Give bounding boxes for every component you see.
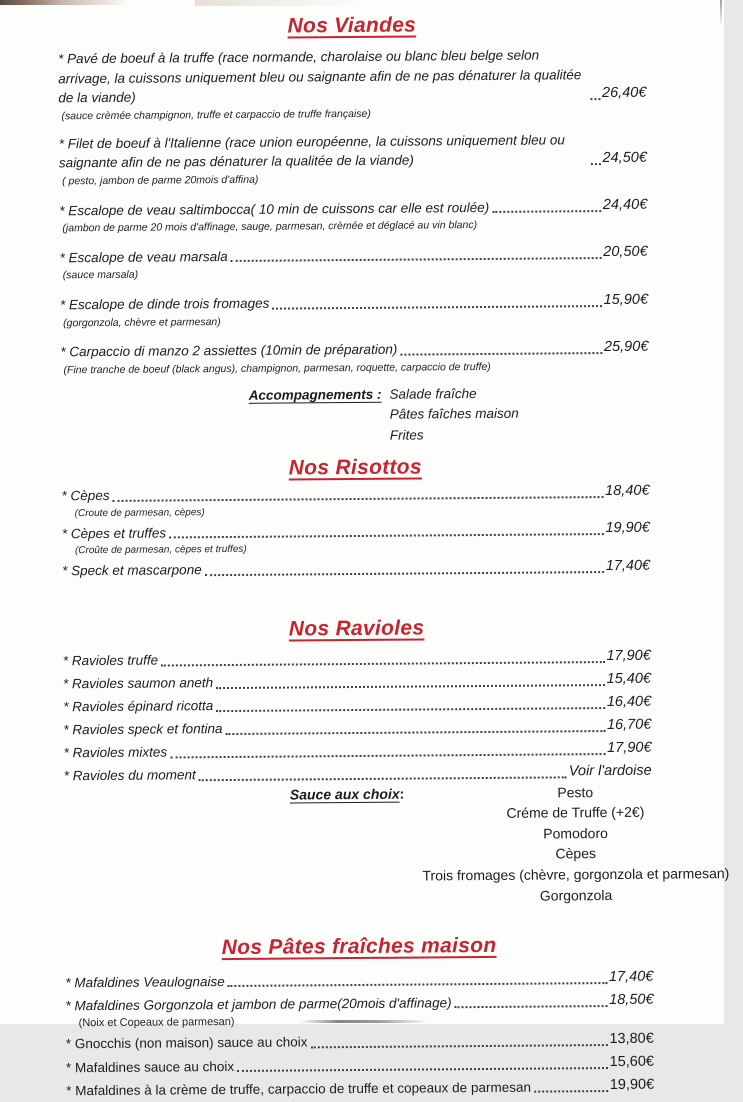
- item-note: (Noix et Copeaux de parmesan): [78, 1016, 235, 1030]
- item-name: * Ravioles truffe: [62, 652, 159, 669]
- section-title-viandes: Nos Viandes: [287, 13, 417, 38]
- item-name: * Ravioles saumon aneth: [62, 675, 214, 692]
- menu-item: [62, 518, 650, 558]
- sauce-choices-block: [289, 783, 730, 909]
- item-name: * Pavé de boeuf à la truffe (race normande, charolaise ou blanc bleu belge selon arrivage, la cuissons uniquement bleu ou saignante afin de ne pas dénaturer la qualitée de la viande): [58, 47, 582, 106]
- item-price: 15,90€: [603, 291, 649, 308]
- menu-item: [65, 990, 653, 1031]
- menu-item: [58, 45, 647, 123]
- item-name: * Gnocchis (non maison) sauce au choix: [65, 1034, 308, 1052]
- item-note: (gorgonzola, chèvre et parmesan): [63, 315, 221, 329]
- dotted-leader: [590, 98, 600, 100]
- item-price: 20,50€: [603, 244, 648, 261]
- item-name: * Mafaldines sauce au choix: [65, 1058, 235, 1075]
- item-price: 15,40€: [606, 670, 652, 687]
- sauce-option: Pomodoro: [543, 824, 608, 842]
- sauce-option: Trois fromages (chèvre, gorgonzola et parmesan): [422, 865, 730, 884]
- item-price: Voir l'ardoise: [568, 762, 652, 780]
- menu-item: [66, 1075, 654, 1101]
- item-price: 19,90€: [605, 519, 650, 537]
- menu-item: [60, 242, 648, 283]
- dotted-leader: [237, 1067, 608, 1072]
- dotted-leader: [199, 776, 567, 781]
- item-note: (sauce marsala): [62, 269, 139, 282]
- menu-item: [61, 480, 649, 520]
- menu-item: [60, 336, 648, 377]
- item-name: * Cèpes et truffes: [61, 525, 167, 541]
- item-name: * Ravioles du moment: [63, 767, 196, 784]
- scan-artifact-top-left: [0, 0, 130, 5]
- item-name: * Cèpes: [61, 487, 110, 504]
- menu-item: [60, 289, 648, 330]
- sauce-choices-label: Sauce aux choix: [289, 785, 400, 803]
- sauce-option: Gorgonzola: [539, 886, 613, 904]
- item-note: ( pesto, jambon de parme 20mois d'affina): [61, 173, 259, 188]
- dotted-leader: [591, 163, 601, 165]
- item-price: 24,50€: [602, 149, 647, 167]
- item-name: * Mafaldines à la crème de truffe, carpaccio de truffe et copeaux de parmesan: [66, 1079, 532, 1098]
- item-price: 17,90€: [607, 739, 652, 756]
- menu-content: [58, 12, 730, 1102]
- menu-item: [63, 668, 651, 694]
- item-price: 17,90€: [606, 647, 651, 664]
- menu-item: [66, 1052, 654, 1078]
- sauce-options: [410, 783, 741, 909]
- dotted-leader: [216, 684, 605, 689]
- dotted-leader: [534, 1090, 608, 1093]
- dotted-leader: [310, 1044, 607, 1048]
- menu-item: [63, 691, 651, 717]
- item-price: 18,40€: [605, 482, 650, 499]
- dotted-leader: [228, 982, 607, 987]
- accompagnements-label: Accompagnements :: [248, 386, 382, 403]
- menu-item: [62, 555, 650, 581]
- item-price: 24,40€: [602, 196, 648, 214]
- item-price: 16,70€: [606, 716, 652, 733]
- item-note: (Croûte de parmesan, cèpes et truffes): [74, 543, 247, 557]
- item-name: * Escalope de dinde trois fromages: [59, 295, 270, 313]
- accompagnements-block: [249, 384, 649, 449]
- item-price: 15,60€: [609, 1053, 655, 1071]
- menu-item: [66, 1029, 654, 1055]
- accompagnement-option: Pâtes faîches maison: [389, 406, 519, 423]
- dotted-leader: [216, 707, 605, 712]
- item-name: * Speck et mascarpone: [62, 562, 202, 579]
- dotted-leader: [113, 496, 604, 502]
- dotted-leader: [400, 352, 602, 356]
- accompagnement-option: Salade fraîche: [389, 385, 477, 402]
- dotted-leader: [225, 730, 605, 735]
- scan-artifact-top-right-line: [720, 0, 722, 26]
- section-title-ravioles: Nos Ravioles: [288, 616, 425, 641]
- sauce-option: Cèpes: [555, 845, 597, 862]
- menu-item: [65, 967, 653, 993]
- item-name: * Ravioles épinard ricotta: [63, 698, 214, 715]
- dotted-leader: [161, 661, 604, 666]
- dotted-leader: [169, 533, 603, 538]
- item-note: (Fine tranche de boeuf (black angus), champignon, parmesan, roquette, carpaccio de truffe): [63, 360, 491, 377]
- menu-item: [59, 195, 647, 236]
- accompagnements-options: [389, 385, 519, 448]
- sauce-option: Pesto: [557, 783, 594, 801]
- item-price: 18,50€: [609, 991, 654, 1009]
- section-title-pates: Nos Pâtes fraîches maison: [221, 934, 497, 960]
- item-price: 16,40€: [606, 693, 652, 710]
- item-name: * Mafaldines Veaulognaise: [65, 973, 225, 990]
- item-name: * Escalope de veau saltimbocca( 10 min de cuissons car elle est roulée): [59, 199, 490, 218]
- dotted-leader: [205, 571, 604, 576]
- item-name: * Ravioles speck et fontina: [63, 721, 223, 738]
- item-note: (Croute de parmesan, cèpes): [74, 506, 205, 519]
- item-price: 26,40€: [601, 84, 647, 101]
- item-name: * Ravioles mixtes: [63, 744, 168, 761]
- menu-item: [63, 714, 651, 740]
- item-note: (jambon de parme 20 mois d'affinage, sauge, parmesan, crèmée et déglacé au vin blanc): [62, 219, 478, 235]
- item-name: * Escalope de veau marsala: [59, 248, 228, 266]
- dotted-leader: [231, 257, 602, 262]
- item-price: 25,90€: [603, 338, 649, 355]
- item-name: * Mafaldines Gorgonzola et jambon de parme(20mois d'affinage): [65, 994, 452, 1013]
- dotted-leader: [272, 305, 601, 310]
- item-price: 17,40€: [608, 968, 654, 986]
- menu-item: [64, 760, 652, 786]
- menu-item: [63, 645, 651, 671]
- sauce-option: Créme de Truffe (+2€): [506, 804, 645, 822]
- item-price: 17,40€: [605, 557, 651, 574]
- accompagnement-option: Frites: [389, 427, 424, 443]
- item-price: 13,80€: [609, 1030, 654, 1048]
- menu-item: [63, 737, 651, 763]
- item-name: * Filet de boeuf à l'Italienne (race union européenne, la cuissons uniquement bleu ou saignante afin de ne pas dénaturer la qualitée de la viande): [58, 132, 565, 171]
- dotted-leader: [170, 753, 605, 758]
- item-name: * Carpaccio di manzo 2 assiettes (10min de préparation): [60, 341, 398, 360]
- section-title-risottos: Nos Risottos: [288, 455, 422, 480]
- dotted-leader: [455, 1005, 608, 1008]
- item-note: (sauce crèmée champignon, truffe et carpaccio de truffe française): [61, 107, 371, 122]
- scan-artifact-top-smudge: [195, 0, 365, 6]
- sauce-label-colon: :: [399, 785, 405, 802]
- menu-item: [59, 130, 647, 189]
- item-price: 19,90€: [609, 1076, 655, 1094]
- dotted-leader: [492, 210, 601, 213]
